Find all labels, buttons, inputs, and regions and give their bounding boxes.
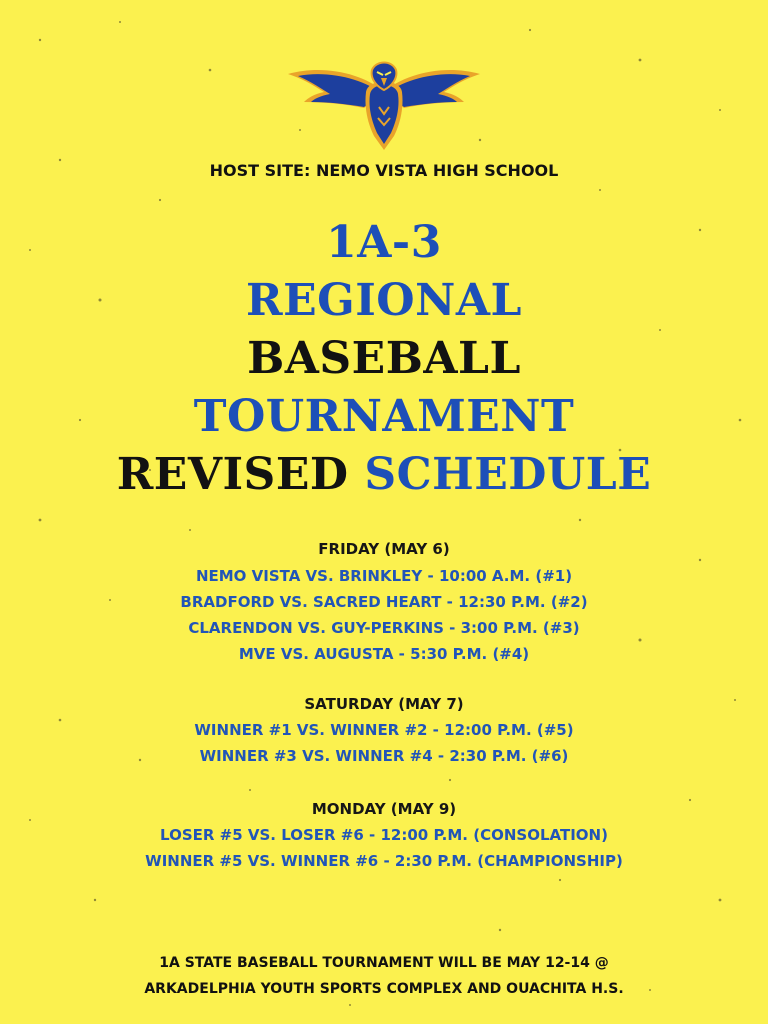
state-tournament-note (0, 950, 768, 1002)
game-item: MVE VS. AUGUSTA - 5:30 P.M. (#4) (238, 645, 530, 663)
game-item: WINNER #5 VS. WINNER #6 - 2:30 P.M. (CHAMPIONSHIP) (145, 852, 623, 870)
game-item: LOSER #5 VS. LOSER #6 - 12:00 P.M. (CONSOLATION) (160, 826, 608, 844)
title-line-division: 1A-3 (326, 217, 442, 268)
title-word-schedule: SCHEDULE (364, 449, 652, 500)
game-item: CLARENDON VS. GUY-PERKINS - 3:00 P.M. (#3) (188, 619, 580, 637)
game-item: NEMO VISTA VS. BRINKLEY - 10:00 A.M. (#1) (195, 567, 573, 585)
footer-line-2: ARKADELPHIA YOUTH SPORTS COMPLEX AND OUACHITA H.S. (144, 981, 624, 997)
title-line-revised-schedule (0, 446, 768, 504)
title-word-revised: REVISED (116, 449, 349, 500)
title-line-baseball: BASEBALL (247, 333, 521, 384)
day-heading-monday: MONDAY (MAY 9) (311, 800, 457, 818)
game-list-friday (0, 563, 768, 667)
day-heading-saturday: SATURDAY (MAY 7) (304, 695, 464, 713)
game-list-saturday (0, 717, 768, 769)
title-line-tournament: TOURNAMENT (193, 391, 575, 442)
footer-line-1: 1A STATE BASEBALL TOURNAMENT WILL BE MAY 12-14 @ (159, 955, 609, 971)
tournament-title (0, 214, 768, 504)
game-item: WINNER #1 VS. WINNER #2 - 12:00 P.M. (#5) (194, 721, 574, 739)
day-heading-friday: FRIDAY (MAY 6) (318, 540, 450, 558)
host-site-text: HOST SITE: NEMO VISTA HIGH SCHOOL (209, 161, 559, 180)
game-item: WINNER #3 VS. WINNER #4 - 2:30 P.M. (#6) (199, 747, 569, 765)
game-item: BRADFORD VS. SACRED HEART - 12:30 P.M. (#2) (180, 593, 588, 611)
title-line-regional: REGIONAL (246, 275, 522, 326)
hawk-mascot-icon (284, 52, 484, 152)
game-list-monday (0, 822, 768, 874)
